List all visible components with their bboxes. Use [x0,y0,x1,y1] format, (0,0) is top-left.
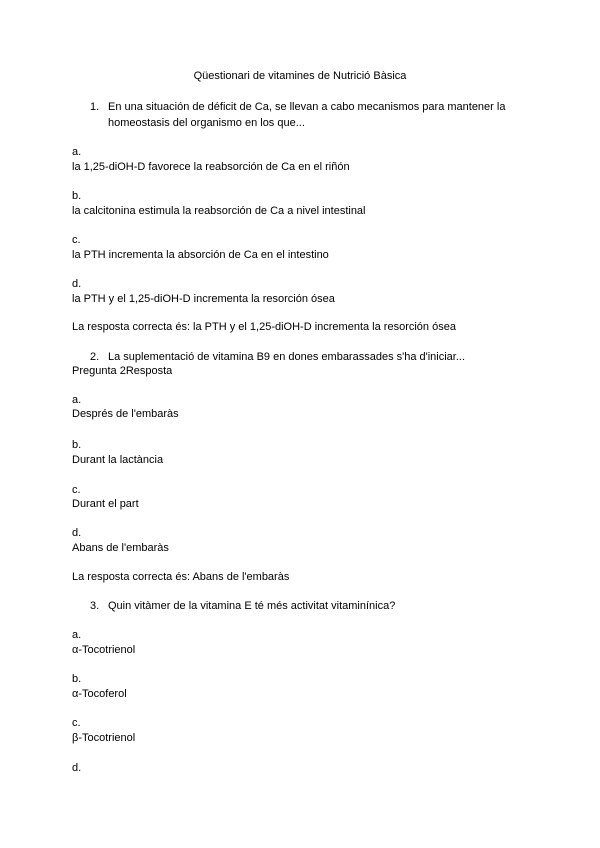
question-1-number: 1. [90,101,100,113]
q3-option-c-text: β-Tocotrienol [72,732,136,744]
q1-option-a-text: la 1,25-diOH-D favorece la reabsorción de Ca en el riñón [72,161,350,173]
question-3-text-line1: Quin vitàmer de la vitamina E té més activitat vitaminínica? [108,600,396,612]
q2-option-b-text: Durant la lactància [72,454,164,466]
q3-option-d-letter: d. [72,762,82,774]
q2-option-c-text: Durant el part [72,498,139,510]
q1-option-a-letter: a. [72,146,82,158]
q2-correct-answer: La resposta correcta és: Abans de l'embaràs [72,571,290,583]
q1-option-d-letter: d. [72,278,82,290]
q3-option-c-letter: c. [72,717,81,729]
q1-option-c-letter: c. [72,234,81,246]
q3-option-a-text: α-Tocotrienol [72,644,136,656]
q1-option-d-text: la PTH y el 1,25-diOH-D incrementa la resorción ósea [72,293,335,305]
question-2-text-line1: La suplementació de vitamina B9 en dones embarassades s'ha d'iniciar... [108,351,466,363]
q3-option-a-letter: a. [72,629,82,641]
question-1-text-line1: En una situación de déficit de Ca, se llevan a cabo mecanismos para mantener la [108,101,506,113]
q3-option-b-text: α-Tocoferol [72,688,127,700]
question-2-number: 2. [90,351,100,363]
q2-option-d-text: Abans de l'embaràs [72,542,169,554]
q1-option-b-text: la calcitonina estimula la reabsorción de Ca a nivel intestinal [72,205,366,217]
q2-option-b-letter: b. [72,439,82,451]
q2-option-a-letter: a. [72,394,82,406]
q1-correct-answer: La resposta correcta és: la PTH y el 1,25-diOH-D incrementa la resorción ósea [72,321,456,333]
q1-option-c-text: la PTH incrementa la absorción de Ca en el intestino [72,249,329,261]
q1-option-b-letter: b. [72,190,82,202]
question-1-text-line2: homeostasis del organismo en los que... [108,117,305,129]
q2-option-a-text: Després de l'embaràs [72,408,179,420]
q2-option-c-letter: c. [72,484,81,496]
q2-option-d-letter: d. [72,527,82,539]
question-2-subtitle: Pregunta 2Resposta [72,365,173,377]
document-title: Qüestionari de vitamines de Nutrició Bàsica [193,70,407,82]
question-3-number: 3. [90,600,100,612]
q3-option-b-letter: b. [72,673,82,685]
